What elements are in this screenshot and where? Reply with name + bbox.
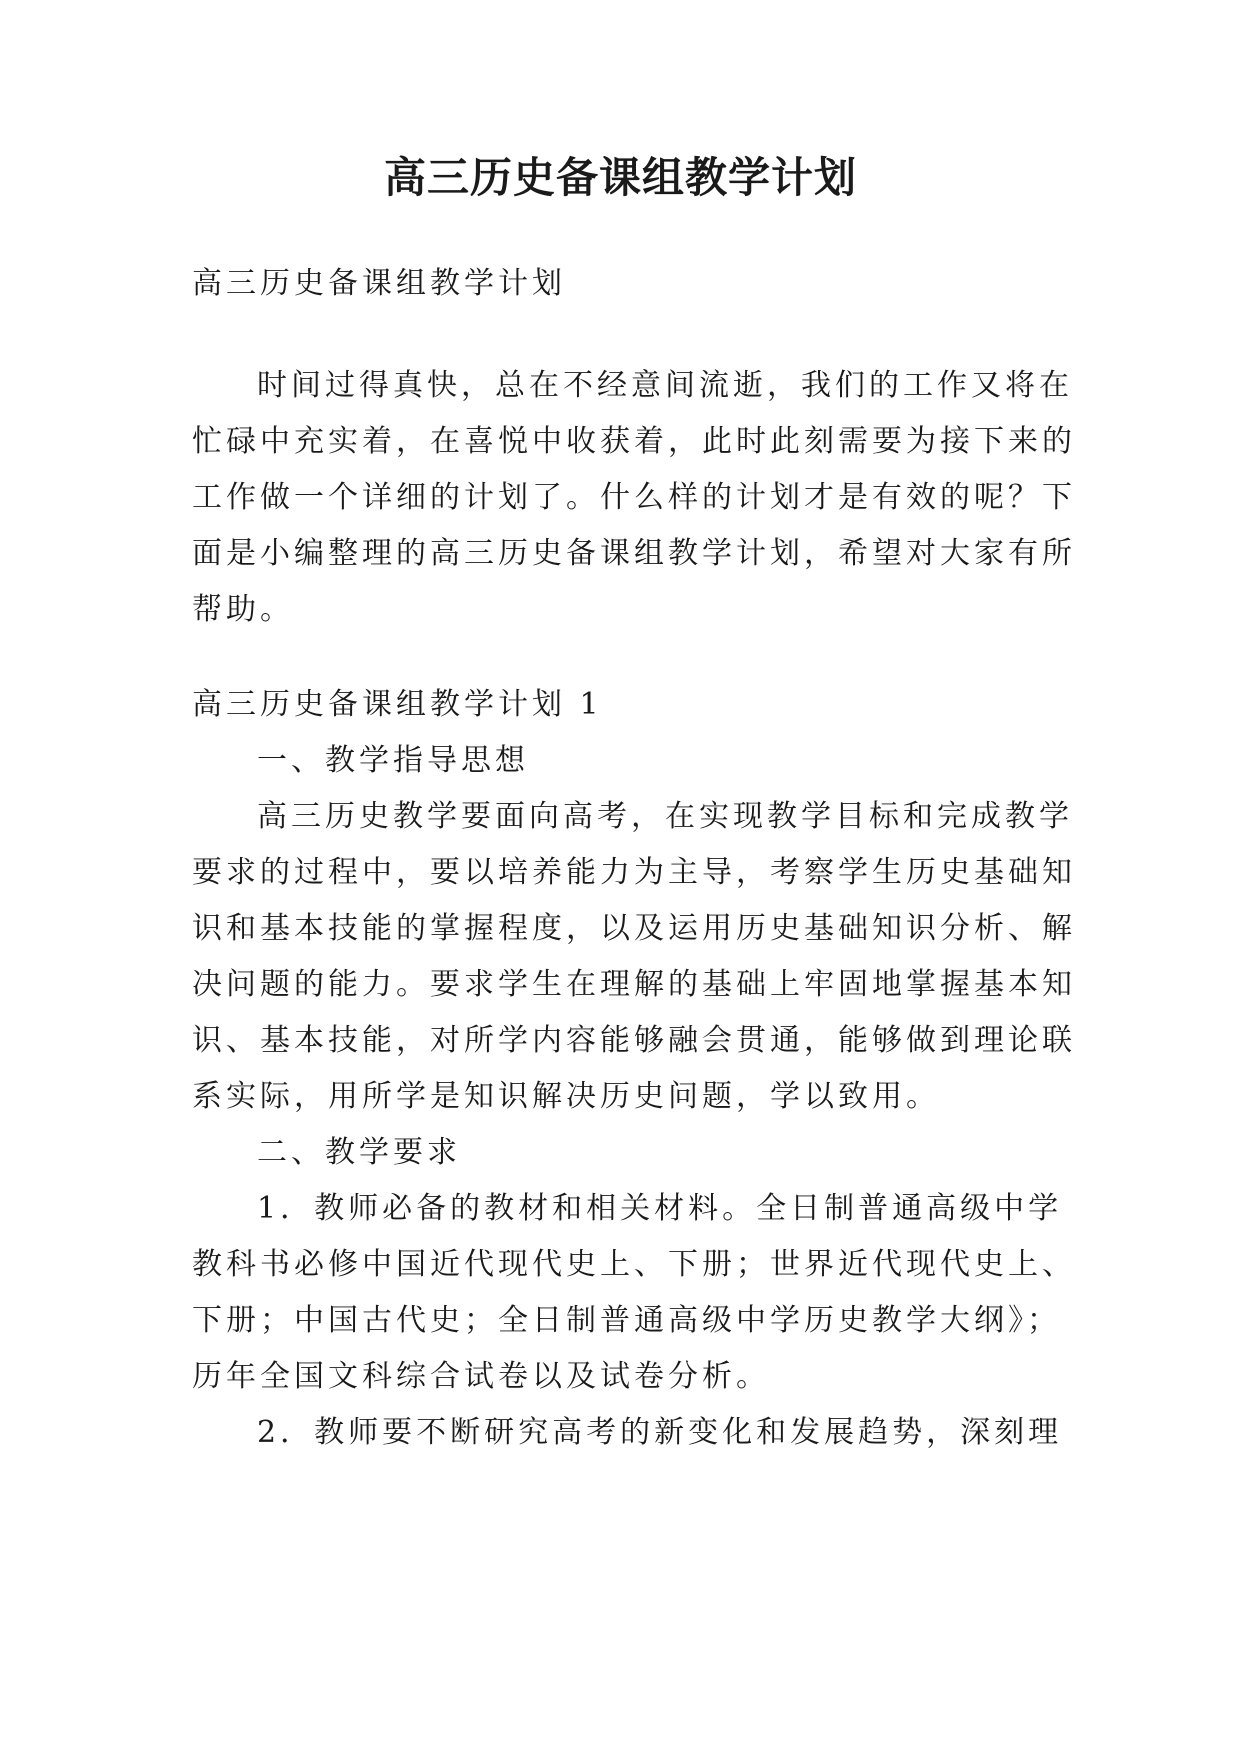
intro-line: 帮助。 xyxy=(192,592,294,627)
intro-line: 工作做一个详细的计划了。什么样的计划才是有效的呢？下 xyxy=(192,480,1076,515)
document-title: 高三历史备课组教学计划 xyxy=(383,153,857,202)
intro-line: 时间过得真快，总在不经意间流逝，我们的工作又将在 xyxy=(257,368,1073,403)
plan-heading: 高三历史备课组教学计划 1 xyxy=(192,687,603,722)
paragraph-line: 要求的过程中，要以培养能力为主导，考察学生历史基础知 xyxy=(192,855,1076,890)
paragraph-line: 系实际，用所学是知识解决历史问题，学以致用。 xyxy=(192,1079,940,1114)
intro-line: 面是小编整理的高三历史备课组教学计划，希望对大家有所 xyxy=(192,536,1076,571)
paragraph-line: 高三历史教学要面向高考，在实现教学目标和完成教学 xyxy=(257,799,1073,834)
paragraph-line: 1．教师必备的教材和相关材料。全日制普通高级中学 xyxy=(257,1191,1063,1226)
paragraph-line: 历年全国文科综合试卷以及试卷分析。 xyxy=(192,1359,770,1394)
paragraph-line: 2．教师要不断研究高考的新变化和发展趋势，深刻理 xyxy=(257,1415,1063,1450)
section-heading: 一、教学指导思想 xyxy=(257,743,529,778)
intro-line: 忙碌中充实着，在喜悦中收获着，此时此刻需要为接下来的 xyxy=(192,424,1076,459)
section-heading: 二、教学要求 xyxy=(257,1135,461,1170)
paragraph-line: 决问题的能力。要求学生在理解的基础上牢固地掌握基本知 xyxy=(192,967,1076,1002)
paragraph-line: 下册；中国古代史；全日制普通高级中学历史教学大纲》； xyxy=(192,1303,1061,1338)
paragraph-line: 识和基本技能的掌握程度，以及运用历史基础知识分析、解 xyxy=(192,911,1076,946)
paragraph-line: 识、基本技能，对所学内容能够融会贯通，能够做到理论联 xyxy=(192,1023,1076,1058)
paragraph-line: 教科书必修中国近代现代史上、下册；世界近代现代史上、 xyxy=(192,1247,1076,1282)
document-subtitle: 高三历史备课组教学计划 xyxy=(192,266,566,301)
